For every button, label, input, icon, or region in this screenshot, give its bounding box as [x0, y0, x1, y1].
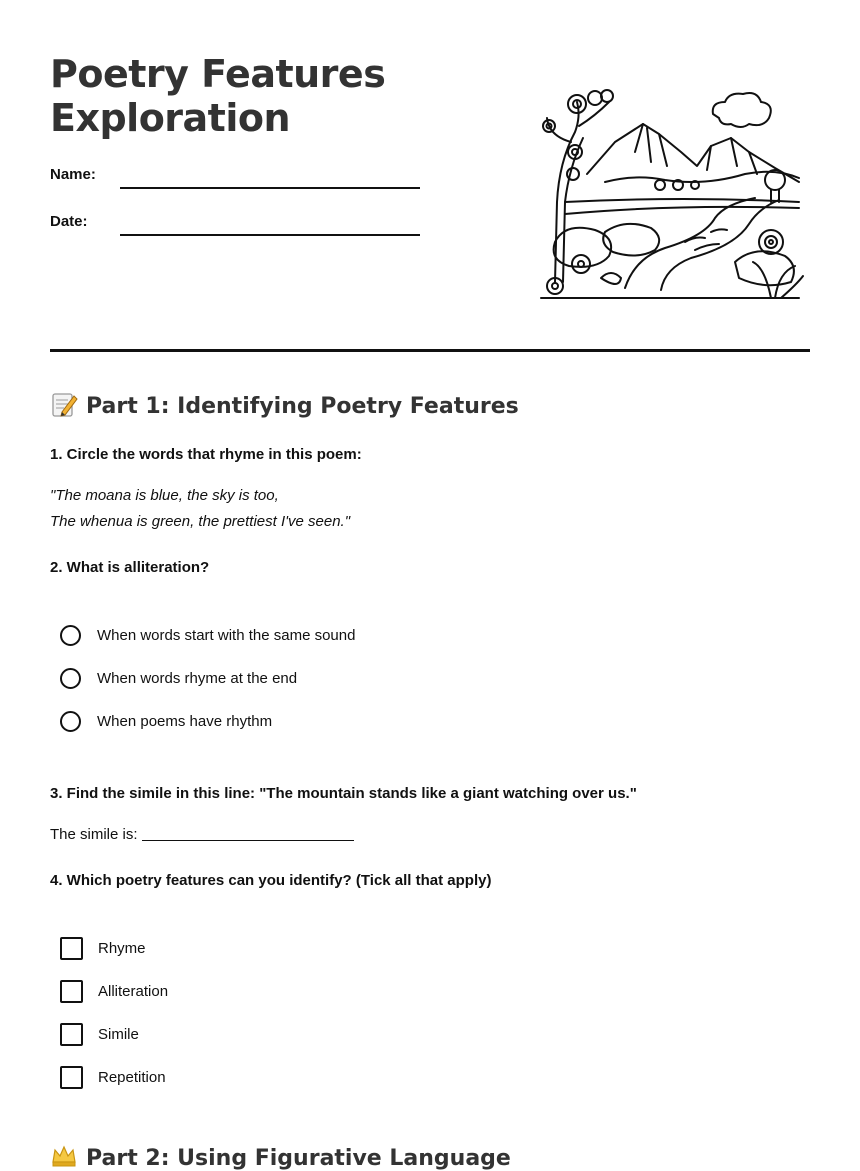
- question-3: 3. Find the simile in this line: "The mountain stands like a giant watching over us.": [50, 785, 637, 802]
- title-line-2: Exploration: [50, 96, 291, 140]
- checkbox-option-alliteration[interactable]: [60, 978, 168, 1004]
- name-field[interactable]: [120, 187, 420, 189]
- radio-option-2[interactable]: [60, 665, 297, 691]
- simile-answer-label: The simile is:: [50, 826, 138, 843]
- radio-option-1[interactable]: [60, 622, 355, 648]
- question-4: 4. Which poetry features can you identify? (Tick all that apply): [50, 872, 492, 889]
- part2-heading: [50, 1142, 511, 1171]
- checkbox[interactable]: [60, 1023, 83, 1046]
- part1-heading: [50, 390, 519, 419]
- landscape-illustration: [535, 82, 805, 300]
- date-field[interactable]: [120, 234, 420, 236]
- question-1: 1. Circle the words that rhyme in this poem:: [50, 446, 362, 463]
- radio-option-label: When words start with the same sound: [97, 626, 356, 644]
- checkbox-label: Alliteration: [98, 982, 169, 1000]
- checkbox-option-repetition[interactable]: [60, 1064, 166, 1090]
- part2-heading-text: Part 2: Using Figurative Language: [86, 1146, 511, 1171]
- checkbox[interactable]: [60, 1066, 83, 1089]
- part1-heading-text: Part 1: Identifying Poetry Features: [86, 394, 519, 419]
- poem-line-2[interactable]: The whenua is green, the prettiest I've seen.": [50, 513, 351, 530]
- checkbox[interactable]: [60, 937, 83, 960]
- simile-answer: [50, 826, 354, 843]
- checkbox-label: Rhyme: [98, 939, 146, 957]
- poem-line-1[interactable]: "The moana is blue, the sky is too,: [50, 487, 279, 504]
- crown-icon: [50, 1142, 78, 1170]
- radio-option-3[interactable]: [60, 708, 272, 734]
- checkbox-option-rhyme[interactable]: [60, 935, 146, 961]
- memo-icon: [50, 390, 78, 418]
- radio-button[interactable]: [60, 711, 81, 732]
- checkbox-option-simile[interactable]: [60, 1021, 139, 1047]
- page-title: [50, 52, 490, 140]
- name-label: Name:: [50, 166, 96, 183]
- radio-option-label: When poems have rhythm: [97, 712, 273, 730]
- header-divider: [50, 349, 810, 352]
- checkbox-label: Simile: [98, 1025, 139, 1043]
- radio-button[interactable]: [60, 668, 81, 689]
- checkbox[interactable]: [60, 980, 83, 1003]
- question-2: 2. What is alliteration?: [50, 559, 210, 576]
- title-line-1: Poetry Features: [50, 52, 386, 96]
- date-label: Date:: [50, 213, 88, 230]
- radio-option-label: When words rhyme at the end: [97, 669, 298, 687]
- simile-answer-field[interactable]: [142, 826, 354, 841]
- checkbox-label: Repetition: [98, 1068, 166, 1086]
- radio-button[interactable]: [60, 625, 81, 646]
- poem: [50, 483, 350, 535]
